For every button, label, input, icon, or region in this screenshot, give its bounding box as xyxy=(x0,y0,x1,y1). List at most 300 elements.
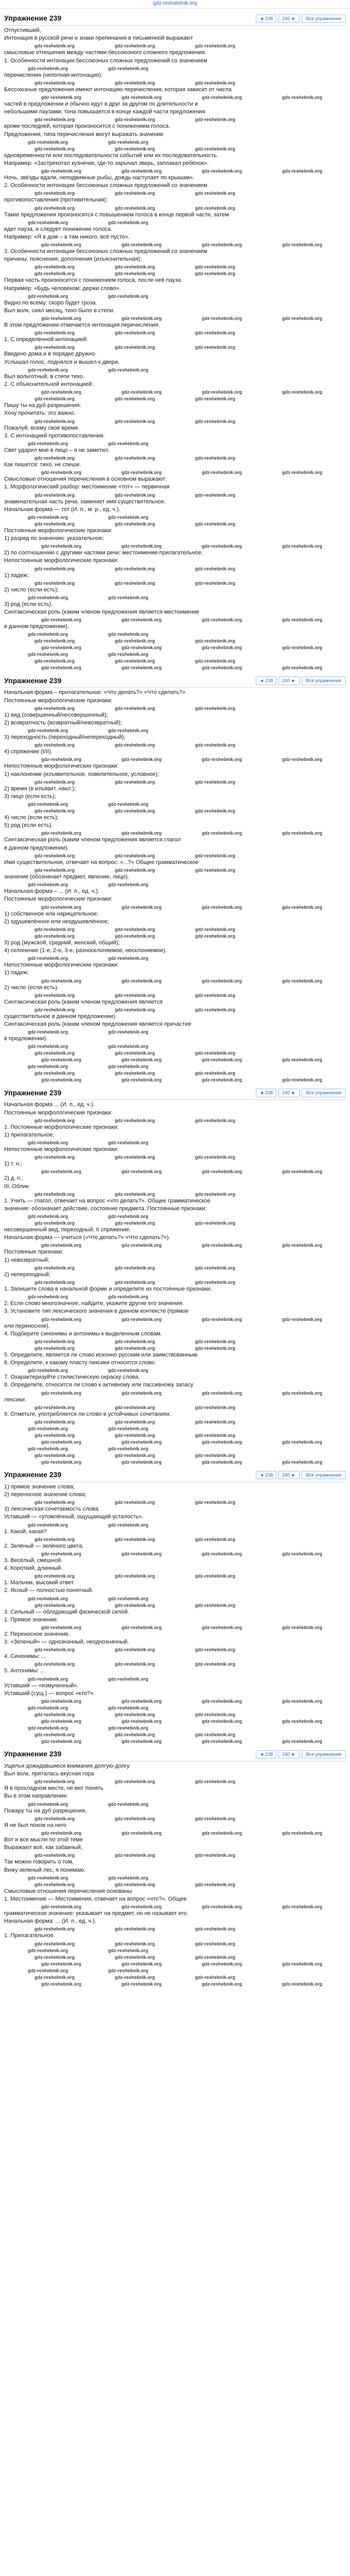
text-line: 2) по соотношению с другими частями речи: местоимение-прилагательное. xyxy=(4,550,203,556)
watermark: gdz-reshebnik.org xyxy=(195,742,236,748)
watermark-row xyxy=(4,293,346,299)
text-line: 4. Короткий, длинный. xyxy=(4,1565,63,1572)
text-line: 1. Прилагательное. xyxy=(4,1933,55,1939)
watermark-row xyxy=(4,42,346,49)
watermark-row xyxy=(4,1139,346,1146)
watermark-row xyxy=(4,644,346,651)
prev-exercise-button[interactable]: ◄ 238 xyxy=(256,676,276,685)
watermark: gdz-reshebnik.org xyxy=(28,1968,68,1973)
watermark: gdz-reshebnik.org xyxy=(34,1338,75,1344)
watermark: gdz-reshebnik.org xyxy=(121,1459,162,1465)
watermark-row xyxy=(4,79,346,86)
watermark: gdz-reshebnik.org xyxy=(41,1169,82,1175)
watermark: gdz-reshebnik.org xyxy=(115,1117,155,1123)
watermark: gdz-reshebnik.org xyxy=(41,168,82,174)
watermark-row xyxy=(4,1425,346,1432)
watermark: gdz-reshebnik.org xyxy=(34,808,75,814)
watermark: gdz-reshebnik.org xyxy=(108,367,149,372)
text-line: 1. Морфологический разбор: местоимение «тот» — первичная xyxy=(4,484,170,490)
watermark: gdz-reshebnik.org xyxy=(28,728,68,734)
text-line: Уставший — «измученный». xyxy=(4,1682,79,1689)
exercise-title: Упражнение 239 xyxy=(4,14,62,23)
watermark: gdz-reshebnik.org xyxy=(34,1816,75,1821)
watermark: gdz-reshebnik.org xyxy=(34,330,75,336)
site-name[interactable]: gdz-reshatelnik.org xyxy=(153,1,197,6)
watermark-row xyxy=(4,637,346,644)
watermark-row xyxy=(4,1881,346,1888)
text-line: причины, пояснения, дополнения (изъяснительная): xyxy=(4,256,142,263)
text-line: 3. С интонацией противопоставления: xyxy=(4,432,105,439)
all-exercises-button[interactable]: Все упражнения xyxy=(302,1750,346,1759)
text-line: в данном предложении). xyxy=(4,844,69,851)
text-line: Имя существительное, отвечает на вопрос: «...?» Общее грамматическое xyxy=(4,859,199,866)
next-exercise-button[interactable]: 240 ► xyxy=(278,1471,299,1480)
watermark: gdz-reshebnik.org xyxy=(108,882,149,888)
watermark-row xyxy=(4,65,346,72)
site-header xyxy=(0,0,350,9)
watermark-row xyxy=(4,469,346,476)
watermark-row xyxy=(4,1829,346,1836)
watermark: gdz-reshebnik.org xyxy=(34,1926,75,1932)
text-line: 2) число (если есть). xyxy=(4,984,59,991)
watermark-row xyxy=(4,1445,346,1452)
text-line: 3. Сильный — обладающий физической силой. xyxy=(4,1608,129,1615)
watermark: gdz-reshebnik.org xyxy=(115,1452,155,1458)
watermark: gdz-reshebnik.org xyxy=(41,645,82,651)
text-line: 1. Прямое значение. xyxy=(4,1616,59,1623)
watermark: gdz-reshebnik.org xyxy=(195,1404,236,1410)
watermark-row xyxy=(4,801,346,807)
watermark: gdz-reshebnik.org xyxy=(195,1816,236,1821)
watermark: gdz-reshebnik.org xyxy=(121,1961,162,1967)
watermark-row xyxy=(4,1389,346,1396)
watermark: gdz-reshebnik.org xyxy=(28,1064,68,1070)
watermark: gdz-reshebnik.org xyxy=(121,1981,162,1987)
watermark: gdz-reshebnik.org xyxy=(115,1432,155,1438)
text-line: Непостоянные морфологические признаки: xyxy=(4,1146,119,1153)
watermark: gdz-reshebnik.org xyxy=(202,1904,242,1910)
watermark: gdz-reshebnik.org xyxy=(34,117,75,123)
watermark: gdz-reshebnik.org xyxy=(34,1419,75,1425)
watermark-row xyxy=(4,418,346,425)
watermark: gdz-reshebnik.org xyxy=(28,1705,68,1710)
watermark: gdz-reshebnik.org xyxy=(202,1316,242,1322)
watermark: gdz-reshebnik.org xyxy=(108,1214,149,1219)
watermark: gdz-reshebnik.org xyxy=(28,367,68,372)
watermark-row xyxy=(4,1338,346,1345)
watermark: gdz-reshebnik.org xyxy=(121,904,162,910)
watermark: gdz-reshebnik.org xyxy=(34,742,75,748)
watermark: gdz-reshebnik.org xyxy=(202,95,242,100)
watermark: gdz-reshebnik.org xyxy=(282,242,323,248)
text-line: в предложении). xyxy=(4,1036,48,1042)
watermark: gdz-reshebnik.org xyxy=(195,492,236,498)
watermark: gdz-reshebnik.org xyxy=(195,1265,236,1270)
watermark: gdz-reshebnik.org xyxy=(282,1439,323,1445)
watermark-row xyxy=(4,315,346,321)
watermark: gdz-reshebnik.org xyxy=(115,1779,155,1785)
watermark: gdz-reshebnik.org xyxy=(108,65,149,71)
watermark-row xyxy=(4,1940,346,1947)
watermark: gdz-reshebnik.org xyxy=(34,1155,75,1160)
watermark: gdz-reshebnik.org xyxy=(108,219,149,225)
watermark-row xyxy=(4,1731,346,1738)
exercise-nav xyxy=(256,1471,346,1480)
watermark: gdz-reshebnik.org xyxy=(115,868,155,873)
watermark: gdz-reshebnik.org xyxy=(108,1294,149,1300)
all-exercises-button[interactable]: Все упражнения xyxy=(302,1089,346,1097)
watermark: gdz-reshebnik.org xyxy=(28,1725,68,1731)
watermark: gdz-reshebnik.org xyxy=(195,330,236,336)
watermark: gdz-reshebnik.org xyxy=(108,1947,149,1953)
watermark: gdz-reshebnik.org xyxy=(202,904,242,910)
watermark: gdz-reshebnik.org xyxy=(121,978,162,984)
watermark: gdz-reshebnik.org xyxy=(195,191,236,196)
watermark: gdz-reshebnik.org xyxy=(41,831,82,836)
text-line: грамматическое значение: указывает на предмет, но не называет его. xyxy=(4,1910,188,1917)
watermark-row xyxy=(4,1499,346,1505)
exercise-nav xyxy=(256,676,346,685)
watermark: gdz-reshebnik.org xyxy=(34,1221,75,1226)
watermark: gdz-reshebnik.org xyxy=(34,1647,75,1653)
watermark: gdz-reshebnik.org xyxy=(115,1954,155,1960)
text-line: 1) прилагательное; xyxy=(4,1131,55,1138)
watermark: gdz-reshebnik.org xyxy=(115,1338,155,1344)
watermark-row xyxy=(4,94,346,100)
watermark: gdz-reshebnik.org xyxy=(195,521,236,527)
text-line: Начальная форма: ... (И. п., ед. ч.). xyxy=(4,1918,97,1925)
watermark: gdz-reshebnik.org xyxy=(28,1214,68,1219)
watermark-row xyxy=(4,1404,346,1411)
watermark: gdz-reshebnik.org xyxy=(34,1050,75,1056)
watermark-row xyxy=(4,1801,346,1807)
watermark-row xyxy=(4,514,346,520)
watermark: gdz-reshebnik.org xyxy=(195,933,236,939)
text-line: 2) переносное значение слова; xyxy=(4,1492,86,1498)
watermark: gdz-reshebnik.org xyxy=(282,1961,323,1967)
text-line: 1. Постоянные морфологические признаки: xyxy=(4,1124,119,1130)
watermark-row xyxy=(4,705,346,711)
watermark: gdz-reshebnik.org xyxy=(115,43,155,49)
watermark: gdz-reshebnik.org xyxy=(195,1071,236,1076)
watermark-row xyxy=(4,116,346,123)
watermark: gdz-reshebnik.org xyxy=(115,1221,155,1226)
text-line: Вы в этом направлении. xyxy=(4,1793,68,1800)
watermark: gdz-reshebnik.org xyxy=(108,1140,149,1146)
watermark: gdz-reshebnik.org xyxy=(41,389,82,395)
watermark: gdz-reshebnik.org xyxy=(202,1551,242,1556)
watermark: gdz-reshebnik.org xyxy=(41,1961,82,1967)
watermark: gdz-reshebnik.org xyxy=(34,1711,75,1717)
text-line: Синтаксическая роль (каким членом предложения является xyxy=(4,998,163,1005)
watermark: gdz-reshebnik.org xyxy=(34,1191,75,1197)
watermark: gdz-reshebnik.org xyxy=(202,1831,242,1836)
text-line: 2. Если слово многозначное, найдите, укажите другие его значения. xyxy=(4,1300,184,1307)
text-line: Синтаксическая роль (каким членом предложения является глагол xyxy=(4,837,181,843)
watermark: gdz-reshebnik.org xyxy=(195,566,236,571)
watermark: gdz-reshebnik.org xyxy=(121,1698,162,1704)
watermark: gdz-reshebnik.org xyxy=(34,705,75,711)
watermark: gdz-reshebnik.org xyxy=(108,1725,149,1731)
watermark: gdz-reshebnik.org xyxy=(121,1390,162,1396)
page-content xyxy=(0,12,350,1987)
watermark: gdz-reshebnik.org xyxy=(195,146,236,151)
watermark-row xyxy=(4,1521,346,1528)
text-line: 7. Охарактеризуйте стилистическую окраску слова. xyxy=(4,1374,140,1381)
watermark: gdz-reshebnik.org xyxy=(28,1294,68,1300)
next-exercise-button[interactable]: 240 ► xyxy=(278,676,299,685)
watermark: gdz-reshebnik.org xyxy=(28,1596,68,1601)
watermark: gdz-reshebnik.org xyxy=(34,205,75,211)
exercise-section xyxy=(4,1748,346,1947)
watermark: gdz-reshebnik.org xyxy=(115,271,155,277)
text-line: 1) падеж; xyxy=(4,970,29,976)
text-line: Постоянные морфологические признаки: xyxy=(4,697,113,704)
text-line: Начальная форма ... (И. п., ед. ч.). xyxy=(4,1101,95,1108)
watermark: gdz-reshebnik.org xyxy=(28,652,68,657)
exercise-title: Упражнение 239 xyxy=(4,1750,62,1758)
watermark-row xyxy=(4,344,346,350)
watermark-row xyxy=(4,241,346,248)
watermark: gdz-reshebnik.org xyxy=(115,418,155,424)
text-line: 2) возвратность (возвратный/невозвратный); xyxy=(4,719,122,726)
text-line: идет пауза, и следует понижение голоса. xyxy=(4,226,112,232)
text-line: Предложения, типа перечисления могут выражать значение xyxy=(4,131,164,138)
watermark: gdz-reshebnik.org xyxy=(34,521,75,527)
watermark: gdz-reshebnik.org xyxy=(34,492,75,498)
watermark: gdz-reshebnik.org xyxy=(115,345,155,350)
watermark-row xyxy=(4,1624,346,1631)
text-line: 1. Особенности интонации бессоюзных сложных предложений со значением xyxy=(4,57,207,64)
watermark: gdz-reshebnik.org xyxy=(195,80,236,86)
watermark: gdz-reshebnik.org xyxy=(115,742,155,748)
text-line: 2. Особенности интонации бессоюзных сложных предложений со значением xyxy=(4,182,207,189)
watermark: gdz-reshebnik.org xyxy=(282,757,323,762)
watermark: gdz-reshebnik.org xyxy=(282,470,323,476)
watermark: gdz-reshebnik.org xyxy=(121,645,162,651)
watermark: gdz-reshebnik.org xyxy=(195,271,236,277)
text-line: знаменательная часть речи, заменяет имя существительное. xyxy=(4,498,166,505)
text-line: 5. Определите, является ли слово исконно русским или заимствованным. xyxy=(4,1351,199,1358)
text-line: Пожару ты на дуб разрешения, xyxy=(4,1807,87,1814)
watermark: gdz-reshebnik.org xyxy=(28,1044,68,1049)
text-line: или переносное). xyxy=(4,1323,50,1329)
text-line: 2. Ясный — полностью понятный. xyxy=(4,1587,94,1594)
watermark-row xyxy=(4,1316,346,1323)
watermark: gdz-reshebnik.org xyxy=(195,1647,236,1653)
text-line: 3) род (если есть). xyxy=(4,601,53,607)
watermark: gdz-reshebnik.org xyxy=(41,95,82,100)
watermark: gdz-reshebnik.org xyxy=(34,271,75,277)
watermark-row xyxy=(4,492,346,498)
text-line: несовершенный вид, переходный, II спряжение. xyxy=(4,1227,131,1233)
watermark: gdz-reshebnik.org xyxy=(195,1279,236,1285)
watermark-row xyxy=(4,1974,346,1980)
text-line: небольшими паузами; тона повышается в конце каждой части предложения xyxy=(4,109,205,115)
exercise-header xyxy=(4,12,346,26)
text-line: 4. Подберите синонимы и антонимы к выделенным словам. xyxy=(4,1330,162,1337)
watermark-row xyxy=(4,520,346,527)
watermark: gdz-reshebnik.org xyxy=(115,779,155,785)
watermark-row xyxy=(4,1646,346,1653)
watermark: gdz-reshebnik.org xyxy=(202,1077,242,1083)
watermark: gdz-reshebnik.org xyxy=(115,1926,155,1932)
watermark: gdz-reshebnik.org xyxy=(195,1882,236,1887)
watermark-row xyxy=(4,1452,346,1459)
watermark-row xyxy=(4,190,346,196)
next-exercise-button[interactable]: 240 ► xyxy=(278,14,299,23)
watermark: gdz-reshebnik.org xyxy=(28,1140,68,1146)
watermark: gdz-reshebnik.org xyxy=(282,1459,323,1465)
watermark-row xyxy=(4,205,346,211)
watermark: gdz-reshebnik.org xyxy=(115,1279,155,1285)
text-line: 1) собственное или нарицательное; xyxy=(4,910,99,917)
watermark: gdz-reshebnik.org xyxy=(121,831,162,836)
watermark: gdz-reshebnik.org xyxy=(34,638,75,644)
watermark: gdz-reshebnik.org xyxy=(121,617,162,623)
watermark-row xyxy=(4,1602,346,1608)
watermark: gdz-reshebnik.org xyxy=(282,316,323,321)
watermark-row xyxy=(4,1738,346,1744)
watermark: gdz-reshebnik.org xyxy=(108,514,149,520)
watermark: gdz-reshebnik.org xyxy=(195,1941,236,1946)
watermark: gdz-reshebnik.org xyxy=(282,1738,323,1744)
exercise-header xyxy=(4,1468,346,1482)
watermark-row xyxy=(4,139,346,145)
watermark: gdz-reshebnik.org xyxy=(115,1345,155,1351)
watermark-row xyxy=(4,1572,346,1579)
watermark: gdz-reshebnik.org xyxy=(115,1265,155,1270)
watermark: gdz-reshebnik.org xyxy=(34,1007,75,1012)
watermark: gdz-reshebnik.org xyxy=(115,330,155,336)
watermark: gdz-reshebnik.org xyxy=(195,418,236,424)
watermark: gdz-reshebnik.org xyxy=(195,1662,236,1667)
watermark: gdz-reshebnik.org xyxy=(28,1029,68,1035)
text-line: Пишу ты на дуб разрешения: xyxy=(4,402,81,409)
watermark: gdz-reshebnik.org xyxy=(121,757,162,762)
text-line: Выражают всё, как забавный, xyxy=(4,1844,82,1851)
watermark: gdz-reshebnik.org xyxy=(282,617,323,623)
watermark: gdz-reshebnik.org xyxy=(195,43,236,49)
watermark: gdz-reshebnik.org xyxy=(28,1426,68,1431)
watermark: gdz-reshebnik.org xyxy=(34,1536,75,1542)
watermark: gdz-reshebnik.org xyxy=(115,1816,155,1821)
watermark: gdz-reshebnik.org xyxy=(115,658,155,664)
watermark: gdz-reshebnik.org xyxy=(115,1536,155,1542)
watermark: gdz-reshebnik.org xyxy=(282,1624,323,1630)
watermark-row xyxy=(4,657,346,664)
text-line: Смысловые отношения перечисления основаны xyxy=(4,1888,132,1894)
text-line: Начальная форма — тот (И. п., м. р., ед. ч.). xyxy=(4,506,120,513)
watermark: gdz-reshebnik.org xyxy=(121,95,162,100)
text-line: лексики. xyxy=(4,1396,27,1403)
watermark: gdz-reshebnik.org xyxy=(108,595,149,600)
text-line: 2. С объяснительной интонацией: xyxy=(4,381,94,387)
watermark: gdz-reshebnik.org xyxy=(202,1738,242,1744)
watermark: gdz-reshebnik.org xyxy=(34,1602,75,1608)
text-line: 1) наклонение (изъявительное, повелительное, условное); xyxy=(4,771,159,777)
watermark: gdz-reshebnik.org xyxy=(108,1596,149,1601)
watermark: gdz-reshebnik.org xyxy=(115,492,155,498)
text-line: Такие предложения произносятся с повышением голоса в конце первой части, затем xyxy=(4,211,229,218)
watermark: gdz-reshebnik.org xyxy=(41,1831,82,1836)
watermark: gdz-reshebnik.org xyxy=(34,933,75,939)
watermark: gdz-reshebnik.org xyxy=(202,1439,242,1445)
watermark: gdz-reshebnik.org xyxy=(195,117,236,123)
watermark: gdz-reshebnik.org xyxy=(121,1439,162,1445)
watermark-row xyxy=(4,1049,346,1056)
watermark: gdz-reshebnik.org xyxy=(41,1316,82,1322)
watermark: gdz-reshebnik.org xyxy=(282,1904,323,1910)
watermark: gdz-reshebnik.org xyxy=(115,1573,155,1579)
all-exercises-button[interactable]: Все упражнения xyxy=(302,14,346,23)
text-line: 1) прямое значение слова; xyxy=(4,1483,75,1490)
text-line: 3) лицо (если есть); xyxy=(4,793,56,800)
exercise-nav xyxy=(256,14,346,23)
watermark: gdz-reshebnik.org xyxy=(28,219,68,225)
text-line: 3) род (мужской, средний, женский, общий); xyxy=(4,939,120,946)
watermark-row xyxy=(4,580,346,586)
watermark-row xyxy=(4,1028,346,1035)
prev-exercise-button[interactable]: ◄ 238 xyxy=(256,1089,276,1097)
watermark: gdz-reshebnik.org xyxy=(282,168,323,174)
watermark-row xyxy=(4,1967,346,1974)
watermark: gdz-reshebnik.org xyxy=(28,1947,68,1953)
watermark-row xyxy=(4,904,346,910)
all-exercises-button[interactable]: Все упражнения xyxy=(302,1471,346,1480)
watermark-row xyxy=(4,955,346,961)
exercise-section xyxy=(4,1468,346,1704)
text-line: 1. Какой, какая? xyxy=(4,1528,47,1535)
watermark-row xyxy=(4,1724,346,1731)
next-exercise-button[interactable]: 240 ► xyxy=(278,1089,299,1097)
next-exercise-button[interactable]: 240 ► xyxy=(278,1750,299,1759)
watermark: gdz-reshebnik.org xyxy=(195,1926,236,1932)
watermark: gdz-reshebnik.org xyxy=(195,808,236,814)
exercise-header xyxy=(4,674,346,688)
watermark: gdz-reshebnik.org xyxy=(34,580,75,586)
watermark-row xyxy=(4,1550,346,1557)
watermark: gdz-reshebnik.org xyxy=(195,1221,236,1226)
watermark: gdz-reshebnik.org xyxy=(121,1077,162,1083)
exercise-section xyxy=(4,1086,346,1425)
watermark: gdz-reshebnik.org xyxy=(34,146,75,151)
text-line: частей в предложении и обычно идут в друг за другом по длительности и xyxy=(4,101,198,108)
watermark: gdz-reshebnik.org xyxy=(41,978,82,984)
all-exercises-button[interactable]: Все упражнения xyxy=(302,676,346,685)
prev-exercise-button[interactable]: ◄ 238 xyxy=(256,14,276,23)
prev-exercise-button[interactable]: ◄ 238 xyxy=(256,1471,276,1480)
watermark: gdz-reshebnik.org xyxy=(195,264,236,270)
text-line: 1. Учить — глагол, отвечает на вопрос «что делать?». Общее грамматическое xyxy=(4,1197,211,1204)
prev-exercise-button[interactable]: ◄ 238 xyxy=(256,1750,276,1759)
watermark: gdz-reshebnik.org xyxy=(202,1961,242,1967)
watermark: gdz-reshebnik.org xyxy=(28,1676,68,1682)
watermark: gdz-reshebnik.org xyxy=(202,617,242,623)
watermark-row xyxy=(4,329,346,336)
watermark: gdz-reshebnik.org xyxy=(28,956,68,961)
watermark: gdz-reshebnik.org xyxy=(115,1853,155,1858)
watermark: gdz-reshebnik.org xyxy=(28,1368,68,1374)
text-line: 2) одушевлённое или неодушевлённое; xyxy=(4,918,109,925)
text-line: в данном предложении). xyxy=(4,623,69,630)
watermark: gdz-reshebnik.org xyxy=(195,455,236,461)
watermark: gdz-reshebnik.org xyxy=(34,566,75,571)
watermark: gdz-reshebnik.org xyxy=(34,1779,75,1785)
watermark: gdz-reshebnik.org xyxy=(202,1624,242,1630)
text-line: Постоянные морфологические признаки: xyxy=(4,1109,113,1116)
watermark: gdz-reshebnik.org xyxy=(115,396,155,402)
